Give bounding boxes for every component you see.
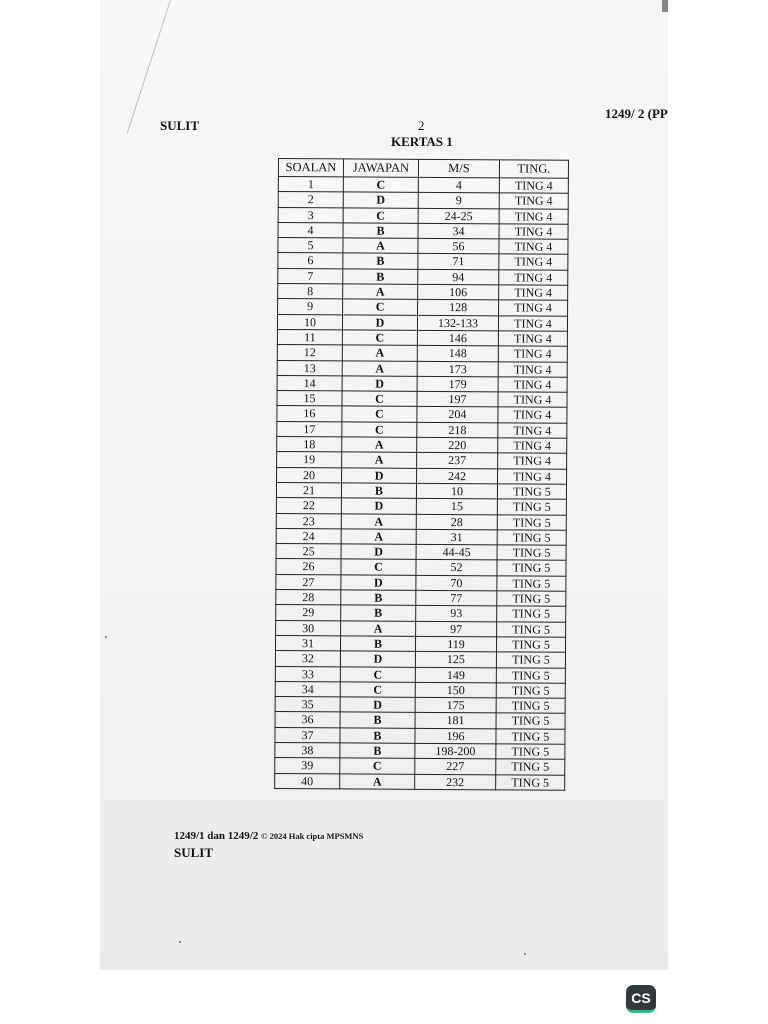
cell-jawapan: A	[341, 621, 416, 637]
cell-jawapan: D	[340, 697, 415, 713]
cell-ting: TING 5	[497, 545, 566, 561]
cell-ting: TING 4	[498, 316, 567, 332]
cell-jawapan: B	[343, 223, 418, 239]
cell-soalan: 1	[278, 177, 343, 193]
cell-soalan: 10	[277, 314, 342, 330]
cell-soalan: 14	[277, 375, 342, 391]
table-row	[278, 299, 568, 316]
cell-ms: 204	[417, 407, 498, 423]
cell-ting: TING 4	[499, 193, 568, 209]
cell-ting: TING 5	[497, 606, 566, 622]
table-row	[277, 452, 567, 469]
column-header-ting: TING.	[499, 160, 568, 178]
cell-soalan: 9	[278, 299, 343, 315]
cell-jawapan: C	[342, 406, 417, 422]
cell-jawapan: C	[342, 422, 417, 438]
table-row	[277, 406, 567, 423]
table-row	[278, 253, 568, 270]
cell-ting: TING 5	[497, 499, 566, 515]
cell-jawapan: B	[340, 712, 415, 728]
cell-ting: TING 4	[499, 285, 568, 301]
cell-soalan: 35	[275, 697, 340, 713]
cell-jawapan: D	[341, 575, 416, 591]
table-row	[277, 360, 567, 377]
cell-ms: 106	[418, 284, 499, 300]
table-body	[275, 177, 569, 791]
cell-ms: 24-25	[418, 208, 499, 224]
cell-ting: TING 4	[498, 361, 567, 377]
cell-jawapan: B	[343, 269, 418, 285]
table-row	[276, 605, 566, 622]
cell-ting: TING 5	[496, 744, 565, 760]
table-row	[276, 482, 566, 499]
page-number: 2	[418, 118, 425, 133]
camscanner-logo-icon: CS	[626, 985, 656, 1013]
cell-ms: 196	[415, 728, 496, 744]
table-row	[275, 758, 565, 775]
cell-ting: TING 5	[497, 576, 566, 592]
cell-ting: TING 5	[496, 683, 565, 699]
cell-jawapan: B	[340, 728, 415, 744]
cell-jawapan: D	[342, 315, 417, 331]
table-row	[276, 574, 566, 591]
cell-ting: TING 4	[498, 438, 567, 454]
cell-ms: 10	[416, 483, 497, 499]
cell-ting: TING 4	[498, 377, 567, 393]
cell-jawapan: A	[343, 284, 418, 300]
table-row	[278, 222, 568, 239]
cell-ms: 34	[418, 223, 499, 239]
cell-ms: 218	[417, 422, 498, 438]
cell-ms: 227	[415, 759, 496, 775]
table-row	[278, 284, 568, 301]
cell-ting: TING 5	[496, 713, 565, 729]
cell-soalan: 29	[276, 605, 341, 621]
cell-soalan: 18	[277, 437, 342, 453]
cell-ms: 237	[417, 453, 498, 469]
table-row	[275, 773, 565, 790]
cell-ting: TING 5	[496, 698, 565, 714]
cell-jawapan: C	[340, 758, 415, 774]
cell-jawapan: A	[342, 437, 417, 453]
cell-ting: TING 4	[499, 270, 568, 286]
cell-ms: 97	[416, 621, 497, 637]
table-row	[276, 620, 566, 637]
cell-jawapan: B	[340, 743, 415, 759]
table-row	[277, 421, 567, 438]
cell-jawapan: B	[341, 605, 416, 621]
cell-ting: TING 4	[499, 178, 568, 194]
cell-jawapan: C	[343, 207, 418, 223]
cell-soalan: 33	[275, 666, 340, 682]
table-row	[276, 513, 566, 530]
cell-ting: TING 4	[499, 300, 568, 316]
cell-ting: TING 4	[498, 423, 567, 439]
scan-speck	[179, 941, 181, 943]
cell-ms: 128	[418, 300, 499, 316]
cell-jawapan: D	[340, 651, 415, 667]
cell-soalan: 24	[276, 528, 341, 544]
cell-ms: 28	[416, 514, 497, 530]
cell-jawapan: A	[342, 452, 417, 468]
cell-jawapan: B	[343, 253, 418, 269]
cell-ting: TING 4	[499, 239, 568, 255]
cell-jawapan: B	[340, 636, 415, 652]
cell-soalan: 5	[278, 238, 343, 254]
cell-jawapan: B	[341, 590, 416, 606]
sulit-label-bottom: SULIT	[174, 845, 214, 860]
cell-soalan: 28	[276, 590, 341, 606]
cell-ms: 94	[418, 269, 499, 285]
table-row	[276, 544, 566, 561]
table-header-row	[278, 159, 568, 179]
table-row	[276, 498, 566, 515]
cell-jawapan: D	[343, 192, 418, 208]
cell-ting: TING 4	[498, 392, 567, 408]
cell-ms: 179	[417, 376, 498, 392]
table-row	[278, 192, 568, 209]
cell-ms: 4	[418, 177, 499, 193]
cell-jawapan: D	[342, 376, 417, 392]
cell-soalan: 37	[275, 727, 340, 743]
paper-codes: 1249/1 dan 1249/2	[174, 830, 259, 842]
cell-jawapan: A	[343, 238, 418, 254]
cell-ms: 220	[417, 437, 498, 453]
column-header-soalan: SOALAN	[278, 159, 343, 177]
cell-soalan: 7	[278, 268, 343, 284]
cell-jawapan: C	[340, 682, 415, 698]
section-title: KERTAS 1	[391, 134, 453, 149]
cell-jawapan: A	[341, 529, 416, 545]
table-row	[275, 697, 565, 714]
cell-soalan: 8	[278, 284, 343, 300]
cell-soalan: 20	[277, 467, 342, 483]
cell-ting: TING 4	[498, 453, 567, 469]
cell-jawapan: C	[341, 559, 416, 575]
table-row	[278, 177, 568, 194]
table-row	[276, 559, 566, 576]
cell-jawapan: A	[342, 345, 417, 361]
cell-soalan: 15	[277, 391, 342, 407]
cell-ting: TING 4	[499, 254, 568, 270]
cell-jawapan: D	[341, 544, 416, 560]
cell-soalan: 39	[275, 758, 340, 774]
cell-ting: TING 5	[497, 484, 566, 500]
cell-ting: TING 5	[497, 560, 566, 576]
cell-soalan: 32	[275, 651, 340, 667]
cell-ms: 71	[418, 254, 499, 270]
scan-speck	[524, 953, 526, 955]
cell-soalan: 13	[277, 360, 342, 376]
table-row	[275, 681, 565, 698]
cell-ting: TING 5	[496, 637, 565, 653]
cell-soalan: 21	[276, 482, 341, 498]
cell-soalan: 6	[278, 253, 343, 269]
cell-ms: 93	[416, 606, 497, 622]
cell-jawapan: C	[343, 177, 418, 193]
cell-ting: TING 4	[499, 224, 568, 240]
cell-soalan: 17	[277, 421, 342, 437]
copyright-text: © 2024 Hak cipta MPSMNS	[261, 831, 364, 841]
table-row	[278, 207, 568, 224]
cell-soalan: 27	[276, 574, 341, 590]
cell-soalan: 4	[278, 222, 343, 238]
cell-soalan: 16	[277, 406, 342, 422]
cell-jawapan: D	[341, 498, 416, 514]
cell-jawapan: C	[340, 666, 415, 682]
cell-soalan: 3	[278, 207, 343, 223]
cell-jawapan: A	[340, 773, 415, 789]
cell-ms: 31	[416, 529, 497, 545]
cell-ms: 175	[415, 697, 496, 713]
page-corner-shadow	[662, 0, 668, 12]
scan-speck	[105, 636, 107, 638]
cell-ting: TING 5	[497, 621, 566, 637]
cell-ms: 173	[417, 361, 498, 377]
table-row	[277, 314, 567, 331]
table-row	[277, 345, 567, 362]
paper-code: 1249/ 2 (PP	[605, 106, 668, 121]
table-row	[277, 391, 567, 408]
column-header-jawapan: JAWAPAN	[343, 159, 418, 177]
cell-jawapan: B	[341, 483, 416, 499]
cell-ms: 242	[417, 468, 498, 484]
cell-jawapan: C	[342, 391, 417, 407]
cell-soalan: 40	[275, 773, 340, 789]
table-row	[278, 238, 568, 255]
cell-ting: TING 5	[496, 759, 565, 775]
cell-soalan: 25	[276, 544, 341, 560]
cell-ms: 232	[415, 774, 496, 790]
answer-key-table	[274, 158, 569, 791]
cell-ms: 44-45	[416, 544, 497, 560]
cell-ting: TING 5	[496, 774, 565, 790]
cell-ting: TING 5	[496, 652, 565, 668]
table-row	[275, 666, 565, 683]
cell-ms: 181	[415, 713, 496, 729]
table-row	[277, 467, 567, 484]
cell-soalan: 31	[275, 635, 340, 651]
cell-ms: 56	[418, 239, 499, 255]
table-row	[275, 727, 565, 744]
table-row	[278, 268, 568, 285]
cell-ting: TING 5	[496, 667, 565, 683]
cell-ms: 198-200	[415, 743, 496, 759]
sulit-label-top: SULIT	[160, 118, 200, 133]
cell-jawapan: C	[342, 330, 417, 346]
cell-ms: 15	[416, 499, 497, 515]
table-row	[275, 651, 565, 668]
cell-ting: TING 4	[499, 208, 568, 224]
cell-soalan: 30	[276, 620, 341, 636]
cell-jawapan: C	[343, 299, 418, 315]
cell-soalan: 11	[277, 329, 342, 345]
cell-jawapan: D	[342, 468, 417, 484]
cell-ting: TING 5	[497, 591, 566, 607]
cell-ting: TING 5	[496, 729, 565, 745]
table-row	[277, 329, 567, 346]
cell-jawapan: A	[342, 360, 417, 376]
cell-soalan: 19	[277, 452, 342, 468]
cell-soalan: 12	[277, 345, 342, 361]
cell-soalan: 38	[275, 742, 340, 758]
table-row	[275, 635, 565, 652]
cell-ms: 125	[415, 652, 496, 668]
table-row	[277, 437, 567, 454]
cell-ms: 119	[415, 636, 496, 652]
cell-ms: 70	[416, 575, 497, 591]
cell-ting: TING 5	[497, 514, 566, 530]
cell-soalan: 2	[278, 192, 343, 208]
cell-soalan: 36	[275, 712, 340, 728]
cell-soalan: 34	[275, 681, 340, 697]
cell-ms: 9	[418, 193, 499, 209]
column-header-ms: M/S	[418, 159, 499, 177]
table-row	[276, 528, 566, 545]
cell-jawapan: A	[341, 513, 416, 529]
cell-ms: 77	[416, 590, 497, 606]
cell-ting: TING 5	[497, 530, 566, 546]
cell-soalan: 23	[276, 513, 341, 529]
cell-ms: 149	[415, 667, 496, 683]
cell-ting: TING 4	[498, 331, 567, 347]
copyright-line	[174, 830, 363, 842]
cell-ms: 52	[416, 560, 497, 576]
cell-soalan: 22	[276, 498, 341, 514]
cell-ms: 146	[417, 330, 498, 346]
table-row	[275, 712, 565, 729]
cell-soalan: 26	[276, 559, 341, 575]
cell-ting: TING 4	[498, 346, 567, 362]
table-row	[275, 742, 565, 759]
cell-ms: 197	[417, 392, 498, 408]
cell-ms: 150	[415, 682, 496, 698]
cell-ting: TING 4	[498, 468, 567, 484]
cell-ms: 148	[417, 346, 498, 362]
cell-ting: TING 4	[498, 407, 567, 423]
table-row	[277, 375, 567, 392]
table-row	[276, 590, 566, 607]
cell-ms: 132-133	[417, 315, 498, 331]
